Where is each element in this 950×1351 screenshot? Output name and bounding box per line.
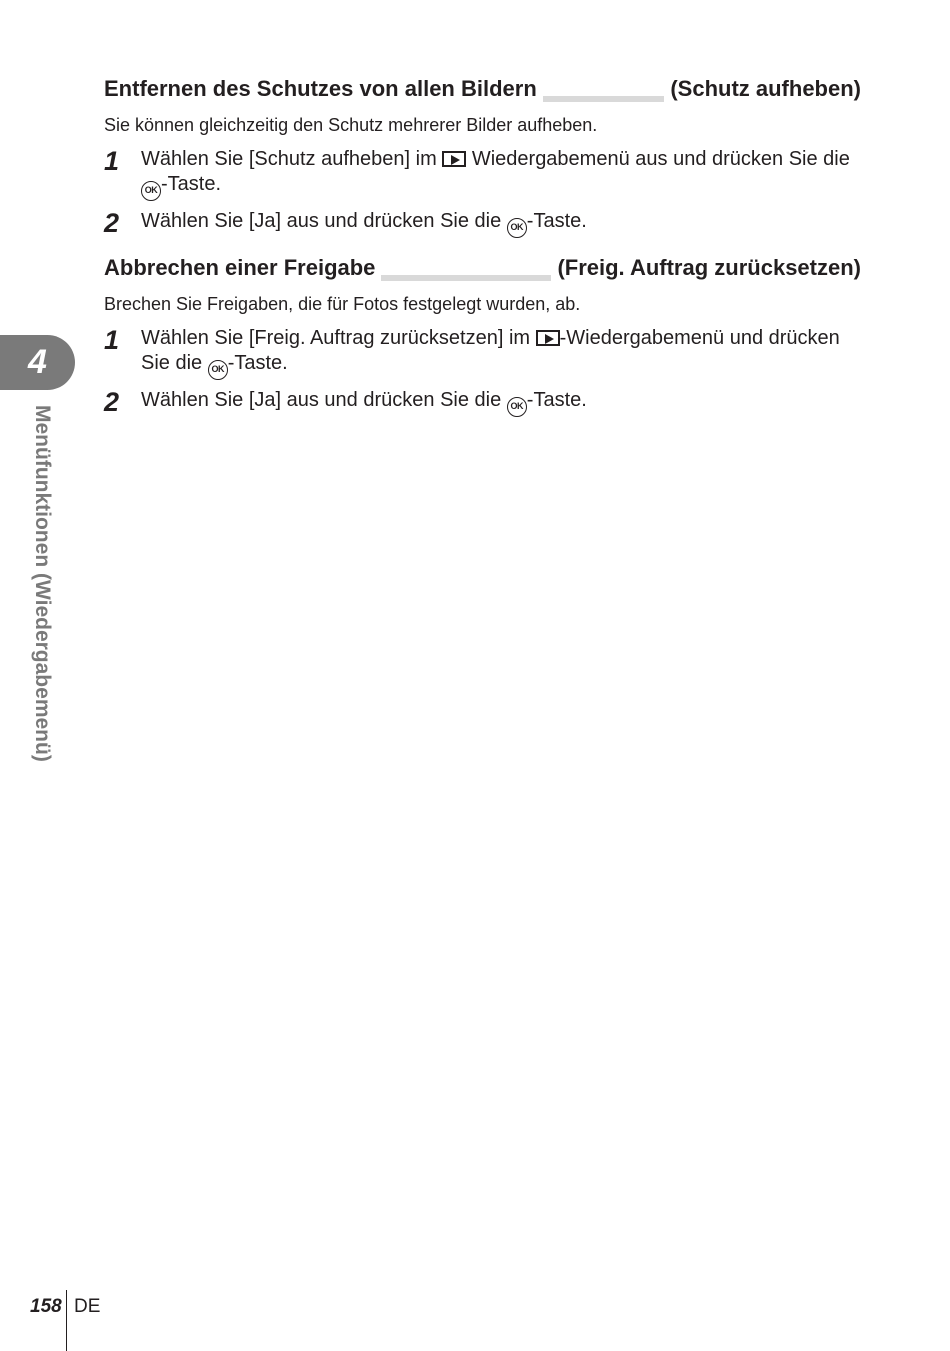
chapter-number: 4 [28,343,47,381]
step-text [141,326,861,380]
step-text-part: Wiedergabemenü aus und drücken Sie die [466,148,850,170]
ok-button-icon: OK [507,397,527,417]
section-title: Entfernen des Schutzes von allen Bildern [104,76,543,102]
ok-button-icon: OK [507,218,527,238]
section-menu-name: (Freig. Auftrag zurücksetzen) [551,255,861,281]
step-text-part: -Wiedergabemenü und drücken Sie die [141,327,840,374]
chapter-side-label: Menüfunktionen (Wiedergabemenü) [31,405,54,762]
step-number: 1 [104,146,120,176]
section-title: Abbrechen einer Freigabe [104,255,381,281]
step-text [141,147,861,201]
step-text-part: Wählen Sie [Ja] aus und drücken Sie die [141,210,507,232]
language-code: DE [74,1296,101,1317]
step-text [141,388,861,417]
step-text-part: -Taste. [526,389,587,411]
section-intro: Brechen Sie Freigaben, die für Fotos festgelegt wurden, ab. [104,294,581,314]
ok-button-icon: OK [141,181,161,201]
step-text [141,209,861,238]
section-heading-cancel-share [104,251,861,281]
step-text-part: -Taste. [526,210,587,232]
step-text-part: Wählen Sie [Ja] aus und drücken Sie die [141,389,507,411]
page-number: 158 [30,1296,62,1317]
step-text-part: Wählen Sie [Freig. Auftrag zurücksetzen] im [141,327,536,349]
section-intro: Sie können gleichzeitig den Schutz mehrerer Bilder aufheben. [104,115,598,135]
step-text-part: -Taste. [227,352,288,374]
step-number: 2 [104,208,120,238]
playback-icon [536,330,560,346]
step-text-part: -Taste. [161,173,222,195]
playback-icon [442,151,466,167]
step-text-part: Wählen Sie [Schutz aufheben] im [141,148,443,170]
footer-divider [66,1290,67,1351]
section-menu-name: (Schutz aufheben) [664,76,861,102]
step-number: 1 [104,325,120,355]
ok-button-icon: OK [208,360,228,380]
step-number: 2 [104,387,120,417]
section-heading-remove-protection [104,72,861,102]
